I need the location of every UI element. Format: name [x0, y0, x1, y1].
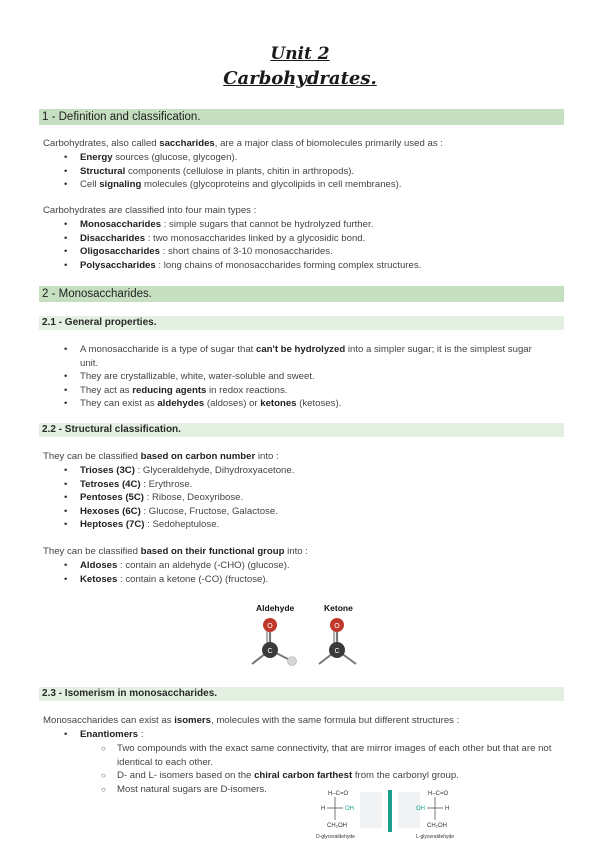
carbon-intro: They can be classified based on carbon number into : [43, 451, 279, 462]
list-item: • They act as reducing agents in redox reactions. [64, 384, 550, 398]
types-list [64, 218, 421, 272]
functional-list [64, 559, 290, 586]
svg-text:H: H [445, 806, 450, 812]
list-item: • They are crystallizable, white, water-soluble and sweet. [64, 370, 550, 384]
hydrogen-atom [288, 657, 297, 666]
svg-text:H: H [321, 806, 326, 812]
subsection-heading-structural: 2.2 - Structural classification. [39, 423, 564, 437]
unit-title: Unit 2 [270, 44, 330, 64]
svg-text:O: O [267, 623, 273, 630]
subsection-heading-properties: 2.1 - General properties. [39, 316, 564, 330]
list-item: ○ Most natural sugars are D-isomers. [101, 783, 557, 797]
list-item: ○ Two compounds with the exact same connectivity, that are mirror images of each other but that are not identical to each other. [101, 742, 557, 769]
intro-paragraph [43, 138, 443, 149]
svg-text:OH: OH [345, 806, 354, 812]
svg-text:CH₂OH: CH₂OH [327, 823, 347, 829]
mirror-plane [388, 790, 392, 832]
svg-text:OH: OH [416, 806, 425, 812]
svg-text:C: C [267, 648, 273, 655]
aldehyde-molecule [252, 618, 297, 666]
list-item: • Aldoses : contain an aldehyde (-CHO) (glucose). [64, 559, 290, 573]
aldehyde-label: Aldehyde [256, 603, 295, 613]
list-item: • Polysaccharides : long chains of monosaccharides forming complex structures. [64, 259, 421, 273]
d-glyceraldehyde-caption: D-glyceraldehyde [316, 834, 355, 840]
l-glyceraldehyde-caption: L-glyceraldehyde [416, 834, 455, 840]
section-heading-monosaccharides: 2 - Monosaccharides. [39, 286, 564, 302]
svg-text:O: O [334, 623, 340, 630]
list-item: • Ketoses : contain a ketone (-CO) (fructose). [64, 573, 290, 587]
list-item: • A monosaccharide is a type of sugar that can't be hydrolyzed into a simpler sugar; it is the simplest sugar unit. [64, 343, 550, 370]
list-item: • Pentoses (5C) : Ribose, Deoxyribose. [64, 491, 294, 505]
list-item: • Trioses (3C) : Glyceraldehyde, Dihydroxyacetone. [64, 464, 294, 478]
list-item: • Monosaccharides : simple sugars that cannot be hydrolyzed further. [64, 218, 421, 232]
decor-block [360, 792, 382, 828]
uses-list [64, 151, 402, 192]
list-item: • Heptoses (7C) : Sedoheptulose. [64, 518, 294, 532]
functional-intro: They can be classified based on their functional group into : [43, 546, 308, 557]
svg-text:H–C=O: H–C=O [428, 791, 449, 797]
section-heading-definition: 1 - Definition and classification. [39, 109, 564, 125]
list-item: • Tetroses (4C) : Erythrose. [64, 478, 294, 492]
list-item: • Cell signaling molecules (glycoproteins and glycolipids in cell membranes). [64, 178, 402, 192]
list-item: • Enantiomers : [64, 728, 143, 742]
svg-text:H–C=O: H–C=O [328, 791, 349, 797]
svg-text:C: C [334, 648, 340, 655]
properties-list [64, 343, 550, 411]
subsection-heading-isomerism: 2.3 - Isomerism in monosaccharides. [39, 687, 564, 701]
list-item: • Disaccharides : two monosaccharides linked by a glycosidic bond. [64, 232, 421, 246]
isomer-intro: Monosaccharides can exist as isomers, molecules with the same formula but different structures : [43, 715, 460, 726]
svg-text:CH₂OH: CH₂OH [427, 823, 447, 829]
types-intro: Carbohydrates are classified into four main types : [43, 205, 257, 216]
intro-bold: saccharides [159, 138, 215, 149]
carbon-list [64, 464, 294, 532]
list-item: • They can exist as aldehydes (aldoses) or ketones (ketoses). [64, 397, 550, 411]
list-item: • Hexoses (6C) : Glucose, Fructose, Galactose. [64, 505, 294, 519]
page-title: Carbohydrates. [223, 68, 377, 89]
glyceraldehyde-figure [310, 786, 480, 842]
list-item: • Oligosaccharides : short chains of 3-10 monosaccharides. [64, 245, 421, 259]
list-item: ○ D- and L- isomers based on the chiral carbon farthest from the carbonyl group. [101, 769, 557, 783]
list-item: • Structural components (cellulose in plants, chitin in arthropods). [64, 165, 402, 179]
ketone-molecule [319, 618, 356, 664]
aldehyde-ketone-figure [240, 600, 370, 672]
intro-text-end: , are a major class of biomolecules primarily used as : [214, 138, 443, 149]
intro-text: Carbohydrates, also called [43, 138, 160, 149]
isomer-types-list [64, 728, 143, 742]
list-item: • Energy sources (glucose, glycogen). [64, 151, 402, 165]
ketone-label: Ketone [324, 603, 353, 613]
